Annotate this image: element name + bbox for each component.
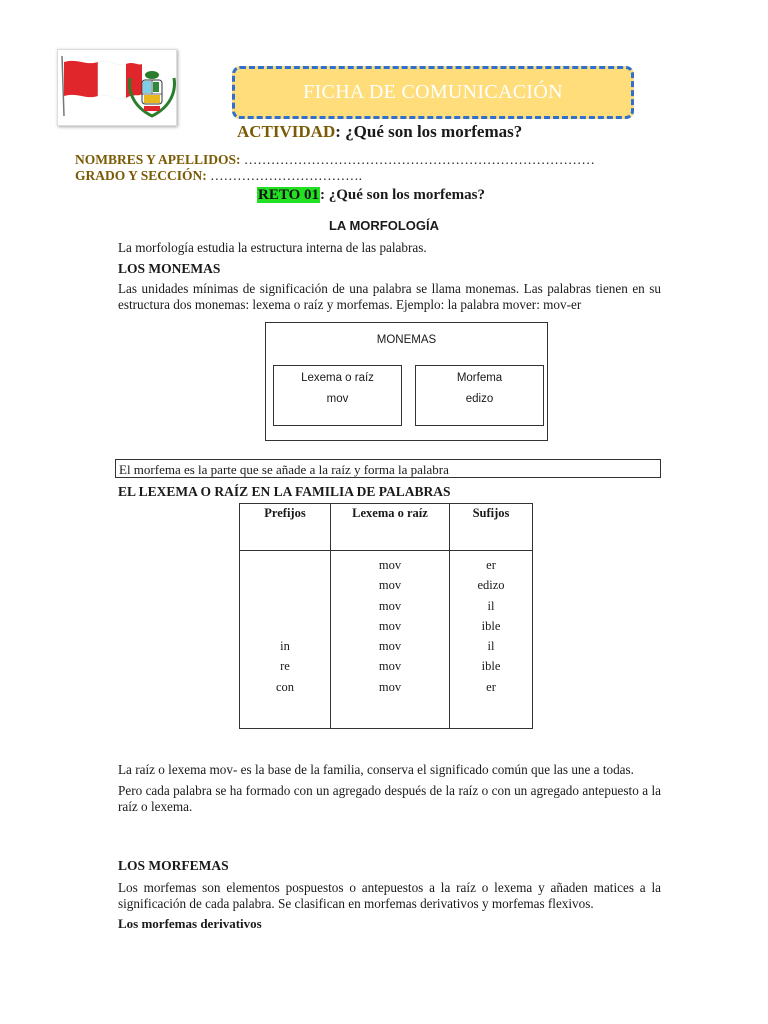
- column-header-prefijos: Prefijos: [240, 504, 331, 551]
- morfema-label: Morfema: [456, 372, 503, 384]
- table-row: [240, 551, 533, 729]
- column-header-sufijos: Sufijos: [450, 504, 533, 551]
- morfema-value: edizo: [465, 393, 494, 405]
- monemas-heading: LOS MONEMAS: [118, 261, 221, 276]
- lexema-label: Lexema o raíz: [301, 372, 374, 384]
- grade-field[interactable]: …………………………….: [210, 168, 363, 183]
- word-family-table: [239, 503, 533, 729]
- morfema-box: [415, 365, 544, 426]
- explanation-text-1: La raíz o lexema mov- es la base de la familia, conserva el significado común que las une a todas.: [118, 762, 634, 777]
- challenge-title: : ¿Qué son los morfemas?: [320, 187, 485, 203]
- morfemas-heading: LOS MORFEMAS: [118, 858, 229, 873]
- worksheet-title-banner: [232, 66, 634, 119]
- names-label: NOMBRES Y APELLIDOS:: [75, 152, 241, 167]
- lexemes-cell: mov mov mov mov mov mov mov: [331, 551, 450, 729]
- challenge-heading: [257, 187, 485, 204]
- section-title: LA MORFOLOGÍA: [328, 218, 439, 233]
- grade-label: GRADO Y SECCIÓN:: [75, 168, 207, 183]
- derivativos-subheading: Los morfemas derivativos: [118, 916, 262, 931]
- names-line: [75, 152, 595, 168]
- suffixes-cell: er edizo il ible il ible er: [450, 551, 533, 729]
- activity-heading: [237, 122, 522, 142]
- family-heading: EL LEXEMA O RAÍZ EN LA FAMILIA DE PALABRAS: [118, 484, 451, 499]
- morfema-definition: El morfema es la parte que se añade a la raíz y forma la palabra: [115, 459, 661, 478]
- names-field[interactable]: ……………………………………………………………………: [243, 152, 595, 167]
- banner-title: FICHA DE COMUNICACIÓN: [303, 81, 563, 103]
- morfemas-text: Los morfemas son elementos pospuestos o antepuestos a la raíz o lexema y añaden matices a la significación de cada palabra. Se clasifican en morfemas derivativos y morfemas flexivos.: [118, 880, 661, 911]
- school-logo: [57, 49, 177, 126]
- column-header-lexema: Lexema o raíz: [331, 504, 450, 551]
- lexema-value: mov: [326, 393, 349, 405]
- activity-title: : ¿Qué son los morfemas?: [335, 122, 523, 141]
- student-info: [75, 152, 595, 184]
- prefixes-cell: in re con: [240, 551, 331, 729]
- table-header-row: [240, 504, 533, 551]
- challenge-tag: RETO 01: [258, 187, 319, 203]
- diagram-title: MONEMAS: [376, 334, 437, 346]
- activity-label: ACTIVIDAD: [237, 122, 336, 141]
- peru-flag-icon: [58, 50, 176, 125]
- explanation-text-2: Pero cada palabra se ha formado con un agregado después de la raíz o con un agregado antepuesto a la raíz o lexema.: [118, 783, 661, 814]
- monemas-text: Las unidades mínimas de significación de una palabra se llama monemas. Las palabras tienen en su estructura dos monemas: lexema o raíz y morfemas. Ejemplo: la palabra mover: mov-er: [118, 281, 661, 312]
- monemas-diagram: [265, 322, 548, 441]
- intro-text: La morfología estudia la estructura interna de las palabras.: [118, 240, 427, 255]
- grade-line: [75, 168, 595, 184]
- lexema-box: [273, 365, 402, 426]
